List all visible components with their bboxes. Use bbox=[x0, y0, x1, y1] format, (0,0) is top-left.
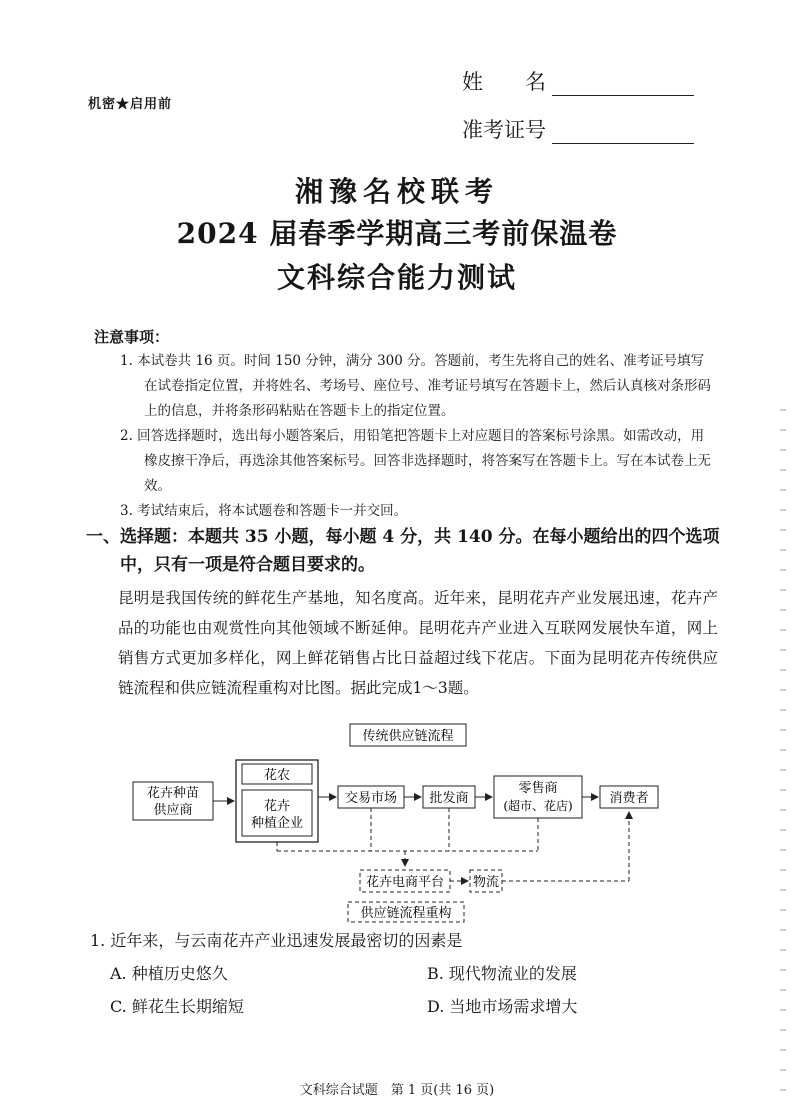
enterprise-label-1: 花卉 bbox=[263, 799, 291, 814]
farmer-label: 花农 bbox=[263, 768, 291, 783]
section-heading bbox=[86, 523, 726, 579]
wholesaler-label: 批发商 bbox=[429, 791, 469, 806]
enterprise-label-2: 种植企业 bbox=[250, 816, 304, 831]
name-blank[interactable] bbox=[552, 73, 694, 96]
dashed-to-consumer bbox=[502, 812, 629, 881]
name-field[interactable] bbox=[462, 66, 694, 96]
logistics-label: 物流 bbox=[472, 875, 500, 890]
exam-id-field[interactable] bbox=[462, 114, 694, 144]
ecommerce-label: 花卉电商平台 bbox=[365, 875, 445, 890]
page-footer: 文科综合试题 第 1 页(共 16 页) bbox=[299, 1083, 495, 1098]
market-label: 交易市场 bbox=[344, 791, 398, 806]
restructure-label: 供应链流程重构 bbox=[360, 906, 452, 921]
retailer-label-1: 零售商 bbox=[518, 781, 558, 796]
option-c[interactable]: C. 鲜花生长期缩短 bbox=[110, 997, 244, 1016]
title-line-3: 文科综合能力测试 bbox=[276, 261, 517, 294]
exam-id-label: 准考证号 bbox=[462, 118, 546, 142]
scan-edge-marks bbox=[780, 400, 786, 1100]
supplier-label-2: 供应商 bbox=[153, 803, 193, 818]
exam-id-blank[interactable] bbox=[552, 121, 694, 144]
option-d[interactable]: D. 当地市场需求增大 bbox=[427, 997, 578, 1016]
notice-item: 2. 回答选择题时，选出每小题答案后，用铅笔把答题卡上对应题目的答案标号涂黑。如需改动，用橡皮擦干净后，再选涂其他答案标号。回答非选择题时，将答案写在答题卡上。写在本试卷上无效。 bbox=[120, 428, 711, 494]
title-line-1: 湘豫名校联考 bbox=[294, 175, 499, 208]
confidential-mark: 机密★启用前 bbox=[88, 97, 173, 112]
dashed-collector bbox=[277, 808, 538, 866]
consumer-label: 消费者 bbox=[609, 791, 649, 806]
name-label: 姓 名 bbox=[462, 70, 546, 94]
notice-item: 3. 考试结束后，将本试题卷和答题卡一并交回。 bbox=[120, 503, 408, 519]
option-b[interactable]: B. 现代物流业的发展 bbox=[427, 964, 577, 983]
title-line-2: 2024 届春季学期高三考前保温卷 bbox=[176, 217, 618, 250]
section-heading-line-1: 一、选择题：本题共 35 小题，每小题 4 分，共 140 分。在每小题给出的四个选项 bbox=[86, 527, 720, 547]
notice-list bbox=[94, 349, 714, 524]
passage-text: 昆明是我国传统的鲜花生产基地，知名度高。近年来，昆明花卉产业发展迅速，花卉产品的功能也由观赏性向其他领域不断延伸。昆明花卉产业进入互联网发展快车道，网上销售方式更加多样化，网上鲜花销售占比日益超过线下花店。下面为昆明花卉传统供应链流程和供应链流程重构对比图。据此完成1～3题。 bbox=[118, 589, 718, 697]
retailer-label-2: (超市、花店) bbox=[503, 799, 573, 813]
question-stem: 1. 近年来，与云南花卉产业迅速发展最密切的因素是 bbox=[90, 931, 463, 950]
diagram-title: 传统供应链流程 bbox=[362, 729, 454, 744]
section-heading-line-2: 中，只有一项是符合题目要求的。 bbox=[120, 555, 375, 575]
option-a[interactable]: A. 种植历史悠久 bbox=[110, 964, 228, 983]
notice-title: 注意事项： bbox=[94, 328, 170, 346]
passage bbox=[88, 583, 718, 703]
notice-item: 1. 本试卷共 16 页。时间 150 分钟，满分 300 分。答题前，考生先将自己的姓名、准考证号填写在试卷指定位置，并将姓名、考场号、座位号、准考证号填写在答题卡上，然后认真核对条形码上的信息，并将条形码粘贴在答题卡上的指定位置。 bbox=[120, 353, 711, 419]
supply-chain-diagram bbox=[0, 716, 794, 926]
supplier-label-1: 花卉种苗 bbox=[146, 786, 200, 801]
